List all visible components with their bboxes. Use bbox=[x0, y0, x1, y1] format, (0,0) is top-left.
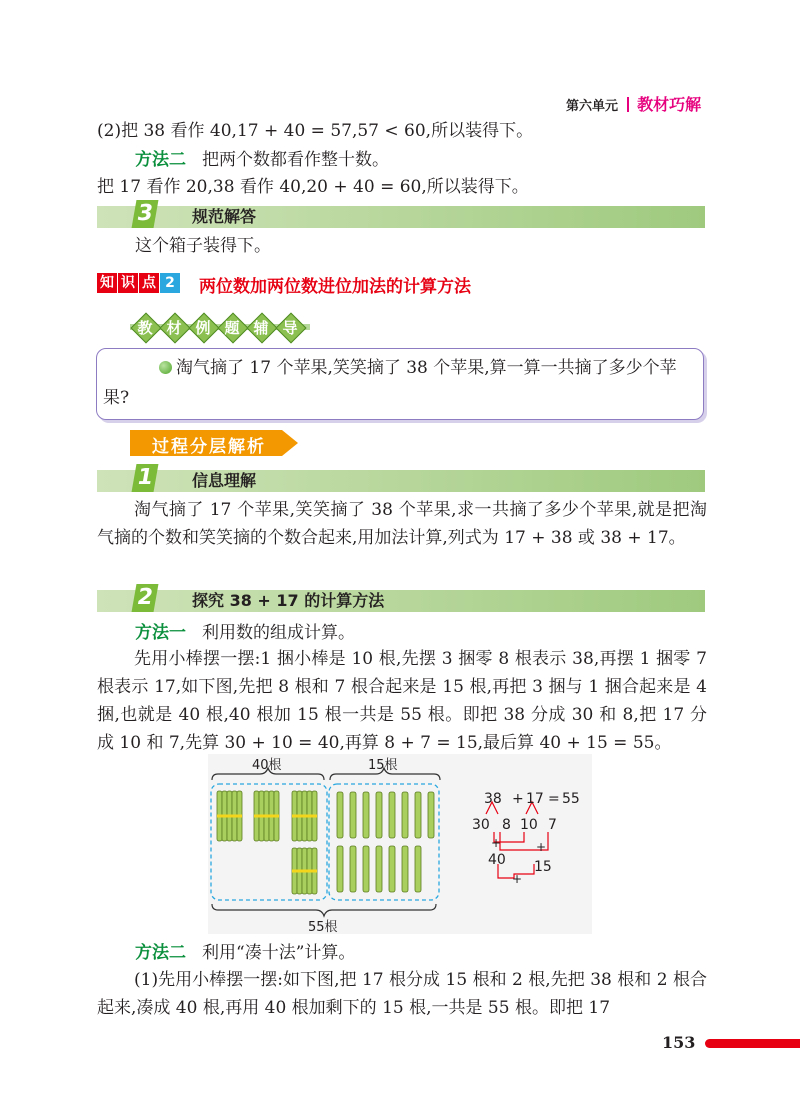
method-label: 方法二 bbox=[135, 150, 186, 170]
tag-diamond bbox=[132, 314, 158, 340]
problem-text bbox=[97, 353, 701, 413]
tag-diamond bbox=[248, 314, 274, 340]
eq-b: 17 bbox=[526, 791, 544, 807]
split-a2: 8 bbox=[502, 817, 511, 833]
text-line: 把 17 看作 20,38 看作 40,20 + 40 = 60,所以装得下。 bbox=[97, 177, 529, 197]
sum-ones: 15 bbox=[534, 859, 552, 875]
single-sticks bbox=[337, 792, 434, 892]
sticks-figure bbox=[208, 754, 592, 934]
method-label: 方法一 bbox=[135, 623, 186, 643]
method-label: 方法二 bbox=[135, 943, 186, 963]
sum-tens: 40 bbox=[488, 852, 506, 868]
section-title: 信息理解 bbox=[192, 471, 257, 490]
header-title: 教材巧解 bbox=[637, 95, 702, 114]
tag-char: 导 bbox=[282, 319, 298, 337]
method2-paragraph: (1)先用小棒摆一摆:如下图,把 17 根分成 15 根和 2 根,先把 38 根和 2 根合起来,凑成 40 根,再用 40 根加剩下的 15 根,一共是 55 根。即把 17 bbox=[97, 970, 707, 1018]
tag-char: 材 bbox=[166, 319, 182, 337]
text-line: (2)把 38 看作 40,17 + 40 = 57,57 < 60,所以装得下。 bbox=[97, 121, 534, 141]
eq-plus: + bbox=[512, 791, 524, 807]
plus-sign: + bbox=[491, 836, 502, 850]
method-text: 把两个数都看作整十数。 bbox=[202, 150, 389, 170]
split-b1: 10 bbox=[520, 817, 538, 833]
process-tag-label: 过程分层解析 bbox=[152, 437, 266, 457]
kp-char: 识 bbox=[118, 273, 138, 293]
section-title: 规范解答 bbox=[192, 207, 257, 226]
tag-diamond bbox=[190, 314, 216, 340]
eq-a: 38 bbox=[484, 791, 502, 807]
section-number: 3 bbox=[132, 200, 159, 228]
tag-char: 例 bbox=[195, 319, 211, 337]
problem-box bbox=[96, 348, 704, 420]
knowledge-point-title: 两位数加两位数进位加法的计算方法 bbox=[199, 277, 471, 297]
problem-body: 淘气摘了 17 个苹果,笑笑摘了 38 个苹果,算一算一共摘了多少个苹果? bbox=[103, 358, 677, 408]
page-number: 153 bbox=[662, 1033, 696, 1052]
tag-diamond bbox=[277, 314, 303, 340]
bullet-icon bbox=[159, 361, 172, 374]
knowledge-point-badge bbox=[97, 272, 181, 293]
header-divider bbox=[627, 97, 629, 112]
section-number: 2 bbox=[132, 584, 159, 612]
footer-bar bbox=[705, 1039, 800, 1048]
method-line bbox=[135, 942, 355, 964]
eq-equals: = bbox=[548, 791, 560, 807]
method-text: 利用“凑十法”计算。 bbox=[202, 943, 356, 963]
unit-label: 第六单元 bbox=[566, 99, 619, 114]
process-tag bbox=[130, 428, 300, 458]
tag-char: 题 bbox=[224, 319, 240, 337]
tag-char: 辅 bbox=[253, 319, 269, 337]
kp-number: 2 bbox=[160, 273, 180, 293]
answer-text: 这个箱子装得下。 bbox=[135, 236, 271, 256]
plus-sign: + bbox=[536, 840, 547, 854]
info-paragraph: 淘气摘了 17 个苹果,笑笑摘了 38 个苹果,求一共摘了多少个苹果,就是把淘气摘的个数和笑笑摘的个数合起来,用加法计算,列式为 17 + 38 或 38 + 17。 bbox=[97, 500, 707, 548]
section-number: 1 bbox=[132, 464, 159, 492]
running-header bbox=[566, 92, 701, 115]
eq-result: 55 bbox=[562, 791, 580, 807]
sticks-diagram bbox=[208, 754, 592, 934]
split-a1: 30 bbox=[472, 817, 490, 833]
example-tag bbox=[130, 312, 310, 342]
tag-char: 教 bbox=[137, 319, 153, 337]
split-b2: 7 bbox=[548, 817, 557, 833]
tag-diamond bbox=[219, 314, 245, 340]
kp-char: 点 bbox=[139, 273, 159, 293]
tag-diamond bbox=[161, 314, 187, 340]
section-header-3 bbox=[97, 201, 705, 228]
plus-sign: + bbox=[512, 872, 523, 886]
method1-paragraph: 先用小棒摆一摆:1 捆小棒是 10 根,先摆 3 捆零 8 根表示 38,再摆 1 捆零 7 根表示 17,如下图,先把 8 根和 7 根合起来是 15 根,再把 3 捆与 1 捆合起来是 4 捆,也就是 40 根,40 根加 15 根一共是 55 根。即把 38 分成 30 和 8,把 17 分成 10 和 7,先算 30 + 10 = 40,再算 8 + 7 = 15,最后算 40 + 15 = 55。 bbox=[97, 649, 707, 753]
label-bottom: 55根 bbox=[308, 920, 338, 935]
section-title: 探究 38 + 17 的计算方法 bbox=[192, 591, 385, 610]
section-header-2 bbox=[97, 585, 705, 612]
label-left: 40根 bbox=[252, 758, 282, 773]
method-text: 利用数的组成计算。 bbox=[202, 623, 355, 643]
section-header-1 bbox=[97, 465, 705, 492]
method-line bbox=[135, 149, 389, 171]
kp-char: 知 bbox=[97, 273, 117, 293]
label-right: 15根 bbox=[368, 758, 398, 773]
method-line bbox=[135, 622, 355, 644]
